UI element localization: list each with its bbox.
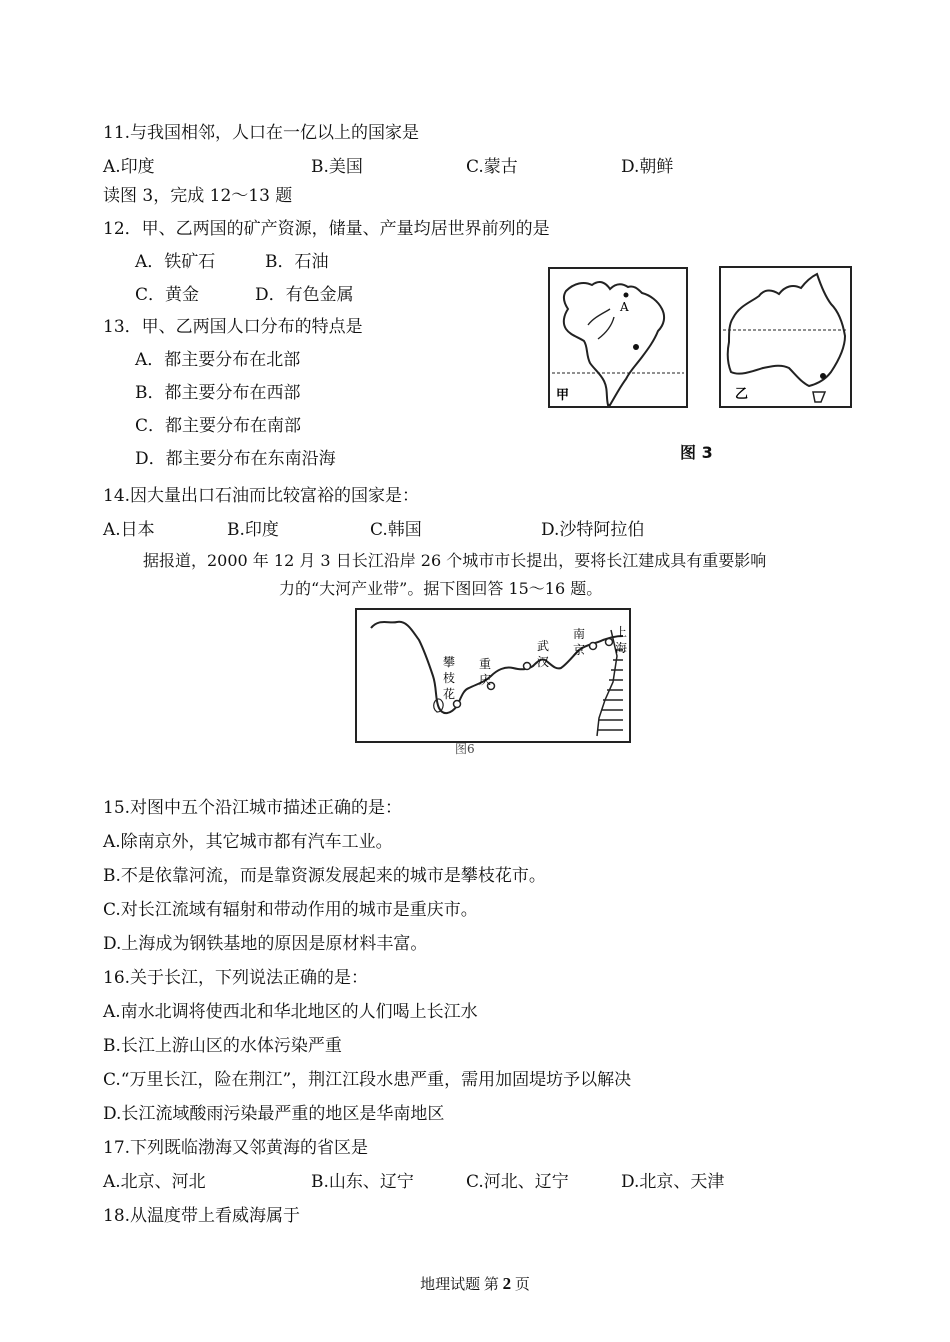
q12-option-a: A．铁矿石 xyxy=(135,252,216,272)
yangtze-river-map xyxy=(357,610,629,741)
q12-option-d: D．有色金属 xyxy=(255,285,354,305)
q13-option-c: C．都主要分布在南部 xyxy=(135,416,302,436)
q12-stem: 12．甲、乙两国的矿产资源，储量、产量均居世界前列的是 xyxy=(103,219,550,239)
q13-option-b: B．都主要分布在西部 xyxy=(135,383,301,403)
fig3-map-yi xyxy=(719,266,852,408)
q17-option-c: C.河北、辽宁 xyxy=(466,1172,569,1192)
q18-stem: 18.从温度带上看威海属于 xyxy=(103,1206,301,1226)
fig3-label-jia: 甲 xyxy=(556,388,570,403)
footer-prefix: 地理试题 第 xyxy=(420,1277,499,1293)
q11-option-b: B.美国 xyxy=(311,157,363,177)
australia-outline xyxy=(721,268,850,406)
intro-15-16-line1: 据报道，2000 年 12 月 3 日长江沿岸 26 个城市市长提出，要将长江建成具有重要影响 xyxy=(143,551,767,570)
page-footer xyxy=(0,1273,950,1294)
q12-option-b: B．石油 xyxy=(265,252,329,272)
q17-option-d: D.北京、天津 xyxy=(621,1172,725,1192)
q12-option-c: C．黄金 xyxy=(135,285,200,305)
q13-option-d: D．都主要分布在东南沿海 xyxy=(135,449,336,469)
fig6-label-nanjing: 南京 xyxy=(573,627,586,657)
q15-option-c: C.对长江流域有辐射和带动作用的城市是重庆市。 xyxy=(103,900,478,920)
fig6-map xyxy=(355,608,631,743)
q11-option-d: D.朝鲜 xyxy=(621,157,674,177)
q16-option-d: D.长江流域酸雨污染最严重的地区是华南地区 xyxy=(103,1104,445,1124)
q14-stem: 14.因大量出口石油而比较富裕的国家是： xyxy=(103,486,420,506)
fig6-caption: 图6 xyxy=(455,742,475,756)
q15-option-a: A.除南京外，其它城市都有汽车工业。 xyxy=(103,832,393,852)
intro-12-13: 读图 3，完成 12～13 题 xyxy=(103,186,293,206)
footer-suffix: 页 xyxy=(514,1277,530,1293)
fig3-map-jia xyxy=(548,267,688,408)
fig3-caption: 图 3 xyxy=(680,443,713,462)
fig6-label-wuhan: 武汉 xyxy=(537,639,550,669)
q16-option-b: B.长江上游山区的水体污染严重 xyxy=(103,1036,342,1056)
page-number: 2 xyxy=(502,1274,512,1293)
q11-stem: 11.与我国相邻，人口在一亿以上的国家是 xyxy=(103,123,420,143)
q17-option-b: B.山东、辽宁 xyxy=(311,1172,414,1192)
fig6-label-shanghai: 上海 xyxy=(615,625,628,655)
q17-stem: 17.下列既临渤海又邻黄海的省区是 xyxy=(103,1138,369,1158)
fig6-label-panzhihua: 攀枝花 xyxy=(443,655,456,701)
q14-option-c: C.韩国 xyxy=(370,520,422,540)
q16-option-c: C.“万里长江，险在荆江”，荆江江段水患严重，需用加固堤坊予以解决 xyxy=(103,1070,632,1090)
q17-option-a: A.北京、河北 xyxy=(103,1172,206,1192)
q14-option-b: B.印度 xyxy=(227,520,279,540)
q15-stem: 15.对图中五个沿江城市描述正确的是： xyxy=(103,798,403,818)
intro-15-16-line2: 力的“大河产业带”。据下图回答 15～16 题。 xyxy=(279,579,603,598)
q15-option-b: B.不是依靠河流，而是靠资源发展起来的城市是攀枝花市。 xyxy=(103,866,546,886)
q16-option-a: A.南水北调将使西北和华北地区的人们喝上长江水 xyxy=(103,1002,478,1022)
q13-option-a: A．都主要分布在北部 xyxy=(135,350,301,370)
q13-stem: 13．甲、乙两国人口分布的特点是 xyxy=(103,317,363,337)
q14-option-d: D.沙特阿拉伯 xyxy=(541,520,645,540)
fig3-label-a: A xyxy=(620,300,629,314)
fig6-label-chongqing: 重庆 xyxy=(479,657,492,687)
q11-option-c: C.蒙古 xyxy=(466,157,518,177)
fig3-label-yi: 乙 xyxy=(735,387,749,402)
q15-option-d: D.上海成为钢铁基地的原因是原材料丰富。 xyxy=(103,934,428,954)
brazil-outline xyxy=(550,269,686,406)
q11-option-a: A.印度 xyxy=(103,157,155,177)
q14-option-a: A.日本 xyxy=(103,520,155,540)
q16-stem: 16.关于长江，下列说法正确的是： xyxy=(103,968,369,988)
